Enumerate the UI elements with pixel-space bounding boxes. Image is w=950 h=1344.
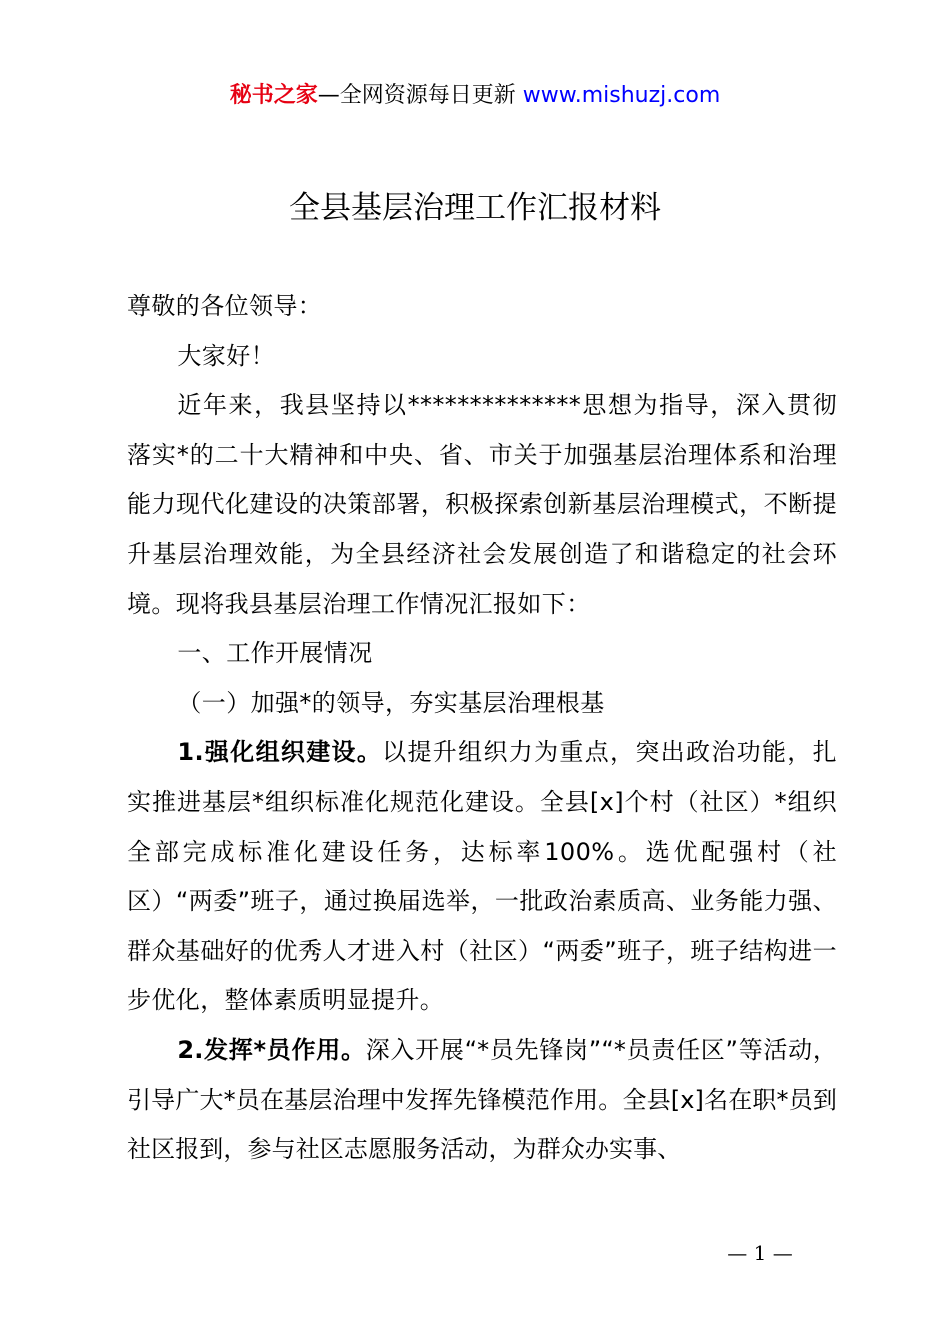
document-title: 全县基层治理工作汇报材料 (289, 190, 661, 226)
section-heading: 一、工作开展情况 (177, 639, 373, 668)
site-url-link[interactable]: www.mishuzj.com (522, 83, 721, 108)
site-tagline: —全网资源每日更新 (317, 83, 523, 108)
salutation: 尊敬的各位领导： (127, 292, 323, 320)
item-paragraph-2 (127, 1026, 837, 1175)
site-brand: 秘书之家 (229, 83, 318, 108)
intro-paragraph: 近年来，我县坚持以**************思想为指导，深入贯彻落实*的二十大精神和中央、省、市关于加强基层治理体系和治理能力现代化建设的决策部署，积极探索创新基层治理模式，不断提升基层治理效能，为全县经济社会发展创造了和谐稳定的社会环境。现将我县基层治理工作情况汇报如下： (127, 391, 837, 618)
page-number: — 1 — (727, 1241, 793, 1265)
item-text-1: 以提升组织力为重点，突出政治功能，扎实推进基层*组织标准化规范化建设。全县[x]个村（社区）*组织全部完成标准化建设任务，达标率100%。选优配强村（社区）“两委”班子，通过换届选举，一批政治素质高、业务能力强、群众基础好的优秀人才进入村（社区）“两委”班子，班子结构进一步优化，整体素质明显提升。 (127, 738, 837, 1015)
item-paragraph-1 (127, 728, 837, 1026)
greeting: 大家好！ (177, 341, 275, 370)
item-lead-2: 2.发挥*员作用。 (177, 1035, 366, 1064)
document-body (127, 282, 837, 1175)
subsection-heading: （一）加强*的领导，夯实基层治理根基 (177, 688, 605, 717)
item-text-2: 深入开展“*员先锋岗”“*员责任区”等活动，引导广大*员在基层治理中发挥先锋模范作用。全县[x]名在职*员到社区报到，参与社区志愿服务活动，为群众办实事、 (127, 1035, 837, 1164)
site-header (0, 80, 950, 112)
item-lead-1: 1.强化组织建设。 (177, 738, 383, 767)
